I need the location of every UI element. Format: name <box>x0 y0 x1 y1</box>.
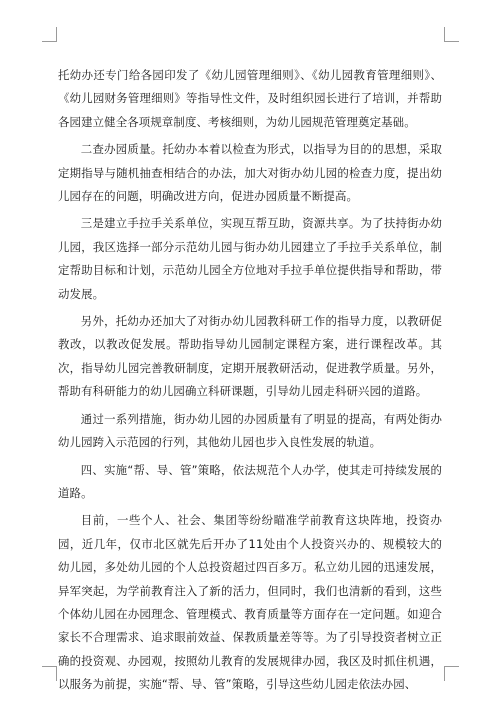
paragraph: 另外，托幼办还加大了对街办幼儿园教科研工作的指导力度，以教研促教改，以教改促发展。帮助指导幼儿园制定课程方案，进行课程改革。其次，指导幼儿园完善教研制度，定期开展教研活动，促进教学质量。另外，帮助有科研能力的幼儿园确立科研课题，引导幼儿园走科研兴园的道路。 <box>58 314 442 399</box>
paragraph: 二查办园质量。托幼办本着以检查为形式，以指导为目的的思想，采取定期指导与随机抽查相结合的办法，加大对街办幼儿园的检查力度，提出幼儿园存在的问题，明确改进方向，促进办园质量不断提高。 <box>58 142 442 204</box>
crop-mark-top-right <box>444 27 459 42</box>
paragraph: 托幼办还专门给各园印发了《幼儿园管理细则》、《幼儿园教育管理细则》、《幼儿园财务管理细则》等指导性文件，及时组织园长进行了培训，并帮助各园建立健全各项规章制度、考核细则，为幼儿园规范管理奠定基础。 <box>58 68 442 129</box>
paragraph: 通过一系列措施，街办幼儿园的办园质量有了明显的提高，有两处街办幼儿园跨入示范园的行列，其他幼儿园也步入良性发展的轨道。 <box>58 411 442 450</box>
paragraph: 目前，一些个人、社会、集团等纷纷瞄准学前教育这块阵地，投资办园，近几年，仅市北区就先后开办了11处由个人投资兴办的、规模较大的幼儿园，多处幼儿园的个人总投资超过四百多万。私立幼儿园的迅速发展，异军突起，为学前教育注入了新的活力，但同时，我们也清新的看到，这些个体幼儿园在办园理念、管理模式、教育质量等方面存在一定问题。如迎合家长不合理需求、追求眼前效益、保教质量差等等。为了引导投资者树立正确的投资观、办园观，按照幼儿教育的发展规律办园，我区及时抓住机遇，以服务为前提，实施“帮、导、管”策略，引导这些幼儿园走依法办园、 <box>58 513 442 692</box>
paragraph: 三是建立手拉手关系单位，实现互帮互助，资源共享。为了扶持街办幼儿园，我区选择一部分示范幼儿园与街办幼儿园建立了手拉手关系单位，制定帮助目标和计划，示范幼儿园全方位地对手拉手单位提供指导和帮助，带动发展。 <box>58 216 442 301</box>
crop-mark-bottom-right <box>444 666 459 681</box>
body-text <box>58 64 442 701</box>
crop-mark-top-left <box>42 27 57 42</box>
paragraph: 四、实施“帮、导、管”策略，依法规范个人办学，使其走可持续发展的道路。 <box>58 462 442 500</box>
crop-mark-bottom-left <box>42 666 57 681</box>
